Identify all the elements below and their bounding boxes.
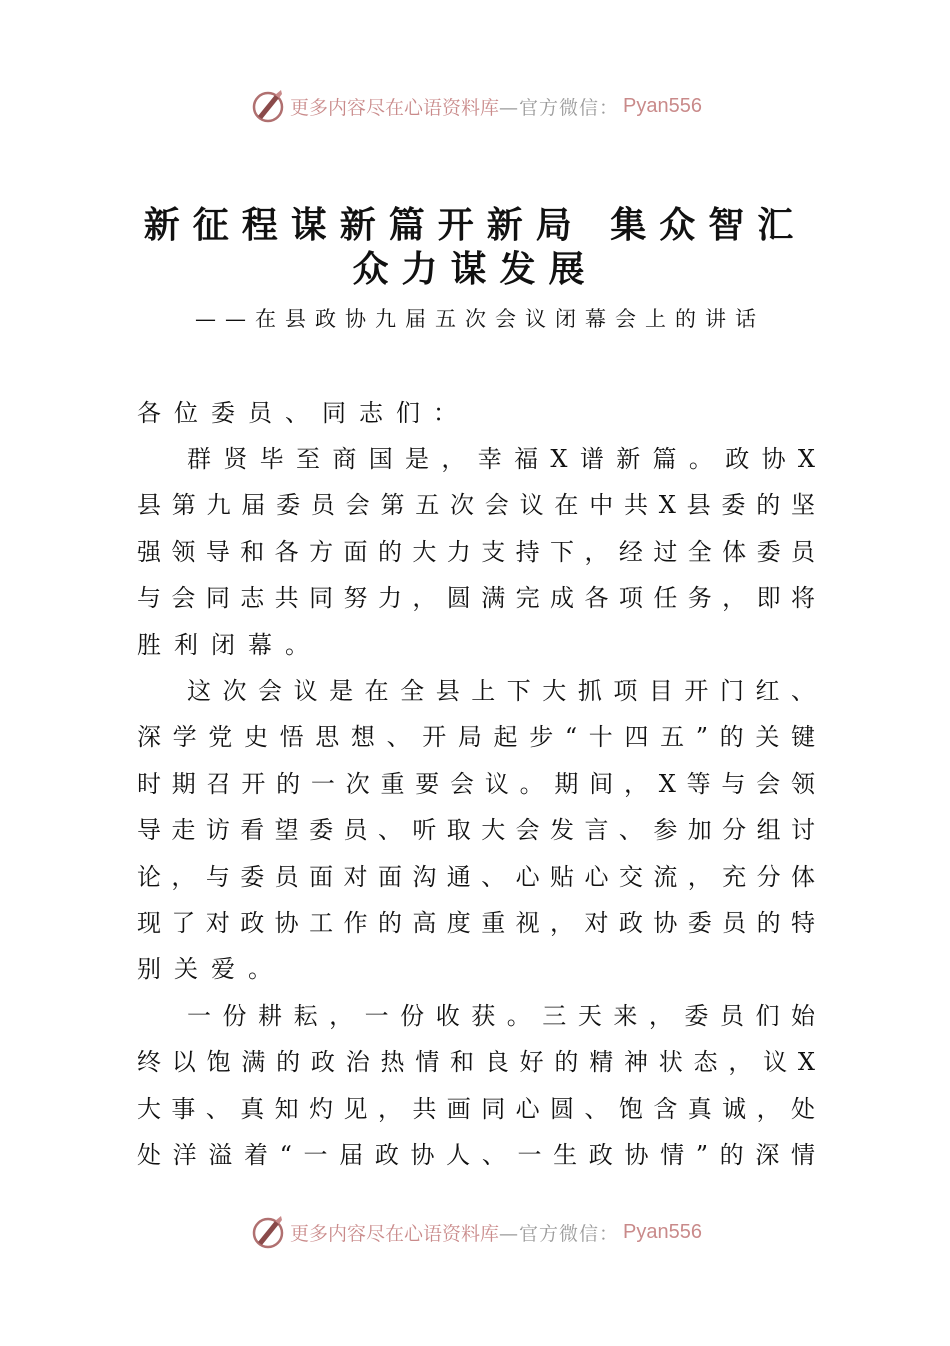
document-title-line-1: 新征程谋新篇开新局 集众智汇 [143, 205, 807, 246]
salutation-line: 各位委员、同志们： [137, 399, 470, 427]
body-line: 一份耕耘，一份收获。三天来，委员们始 [187, 1002, 815, 1030]
body-line: 别关爱。 [137, 955, 285, 983]
watermark-wechat-id: Pyan556 [623, 1220, 702, 1243]
body-line: 与会同志共同努力，圆满完成各项任务，即将 [137, 584, 815, 612]
body-line: 终以饱满的政治热情和良好的精神状态，议X [137, 1048, 815, 1076]
body-line: 强领导和各方面的大力支持下，经过全体委员 [137, 538, 815, 566]
watermark-brand-text: 更多内容尽在心语资料库 [290, 1222, 500, 1245]
body-line: 群贤毕至商国是，幸福X谱新篇。政协X [187, 445, 815, 473]
body-line: 处洋溢着“一届政协人、一生政协情”的深情 [137, 1141, 815, 1169]
footer-watermark [0, 1210, 950, 1254]
document-title-line-2: 众力谋发展 [352, 249, 598, 290]
watermark-brand-text: 更多内容尽在心语资料库 [290, 96, 500, 119]
watermark-separator-text: —官方微信： [499, 1222, 620, 1245]
body-line: 这次会议是在全县上下大抓项目开门红、 [187, 677, 815, 705]
body-line: 县第九届委员会第五次会议在中共X县委的坚 [137, 491, 815, 519]
pen-nib-circle-icon [248, 1212, 288, 1252]
body-line: 深学党史悟思想、开局起步“十四五”的关键 [137, 723, 815, 751]
header-watermark [0, 84, 950, 128]
body-line: 大事、真知灼见，共画同心圆、饱含真诚，处 [137, 1095, 815, 1123]
body-line: 现了对政协工作的高度重视，对政协委员的特 [137, 909, 815, 937]
body-line: 胜利闭幕。 [137, 631, 322, 659]
body-line: 时期召开的一次重要会议。期间，X等与会领 [137, 770, 815, 798]
body-line: 论，与委员面对面沟通、心贴心交流，充分体 [137, 863, 815, 891]
watermark-wechat-id: Pyan556 [623, 94, 702, 117]
watermark-separator-text: —官方微信： [499, 96, 620, 119]
body-line: 导走访看望委员、听取大会发言、参加分组讨 [137, 816, 815, 844]
pen-nib-circle-icon [248, 86, 288, 126]
document-subtitle: ——在县政协九届五次会议闭幕会上的讲话 [195, 307, 765, 331]
